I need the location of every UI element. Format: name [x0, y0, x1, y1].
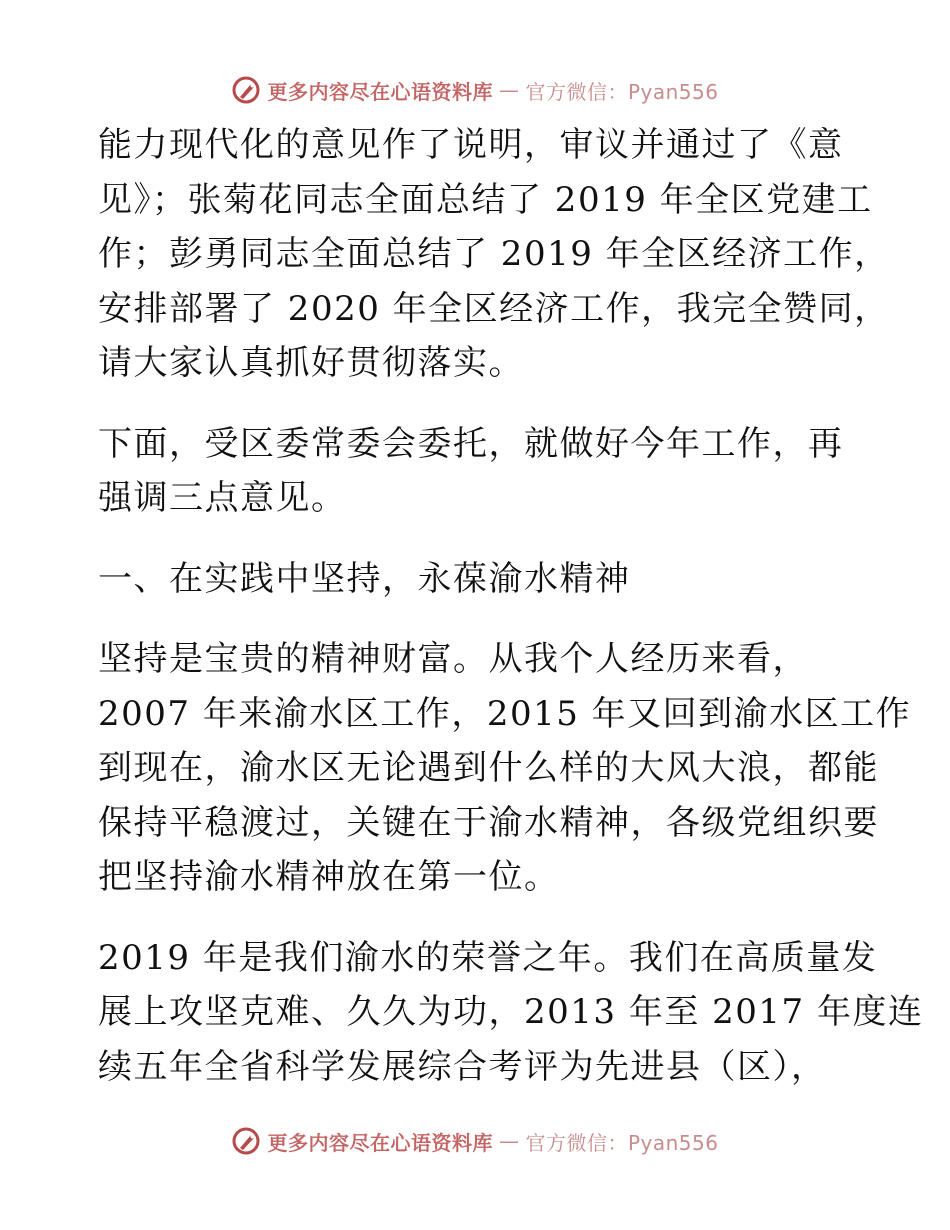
- text-line: 安排部署了 2020 年全区经济工作，我完全赞同，: [98, 288, 890, 329]
- pen-nib-circle-icon: [231, 1126, 261, 1156]
- text-line: 一、在实践中坚持，永葆渝水精神: [98, 558, 631, 599]
- text-line: 下面，受区委常委会委托，就做好今年工作，再: [98, 423, 844, 464]
- section-heading: [98, 552, 858, 607]
- text-line: 强调三点意见。: [98, 478, 347, 518]
- watermark-contact: 官方微信：Pyan556: [525, 79, 719, 104]
- watermark-separator: —: [498, 78, 520, 102]
- text-line: 2007 年来渝水区工作，2015 年又回到渝水区工作: [98, 693, 912, 734]
- paragraph: [98, 931, 924, 1095]
- watermark-separator: —: [498, 1129, 520, 1153]
- text-line: 坚持是宝贵的精神财富。从我个人经历来看，: [98, 639, 808, 679]
- watermark-brand: 更多内容尽在心语资料库: [267, 1130, 493, 1155]
- paragraph: [98, 417, 858, 526]
- text-line: 保持平稳渡过，关键在于渝水精神，各级党组织要: [98, 802, 879, 843]
- text-line: 2019 年是我们渝水的荣誉之年。我们在高质量发: [98, 937, 878, 978]
- watermark-header: [0, 72, 950, 108]
- pen-nib-circle-icon: [231, 75, 261, 105]
- text-line: 作；彭勇同志全面总结了 2019 年全区经济工作，: [98, 234, 890, 274]
- text-line: 请大家认真抓好贯彻落实。: [98, 343, 524, 383]
- watermark-brand: 更多内容尽在心语资料库: [267, 79, 493, 104]
- watermark-contact: 官方微信：Pyan556: [525, 1130, 719, 1155]
- text-line: 见》；张菊花同志全面总结了 2019 年全区党建工: [98, 179, 873, 220]
- text-line: 到现在，渝水区无论遇到什么样的大风大浪，都能: [98, 748, 879, 788]
- paragraph: [98, 632, 912, 905]
- text-line: 展上攻坚克难、久久为功，2013 年至 2017 年度连: [98, 992, 924, 1032]
- document-body: [98, 118, 924, 1094]
- text-line: 把坚持渝水精神放在第一位。: [98, 857, 560, 897]
- text-line: 续五年全省科学发展综合考评为先进县（区），: [98, 1046, 827, 1087]
- text-line: 能力现代化的意见作了说明，审议并通过了《意: [98, 125, 844, 165]
- paragraph: [98, 118, 890, 391]
- watermark-footer: [0, 1123, 950, 1159]
